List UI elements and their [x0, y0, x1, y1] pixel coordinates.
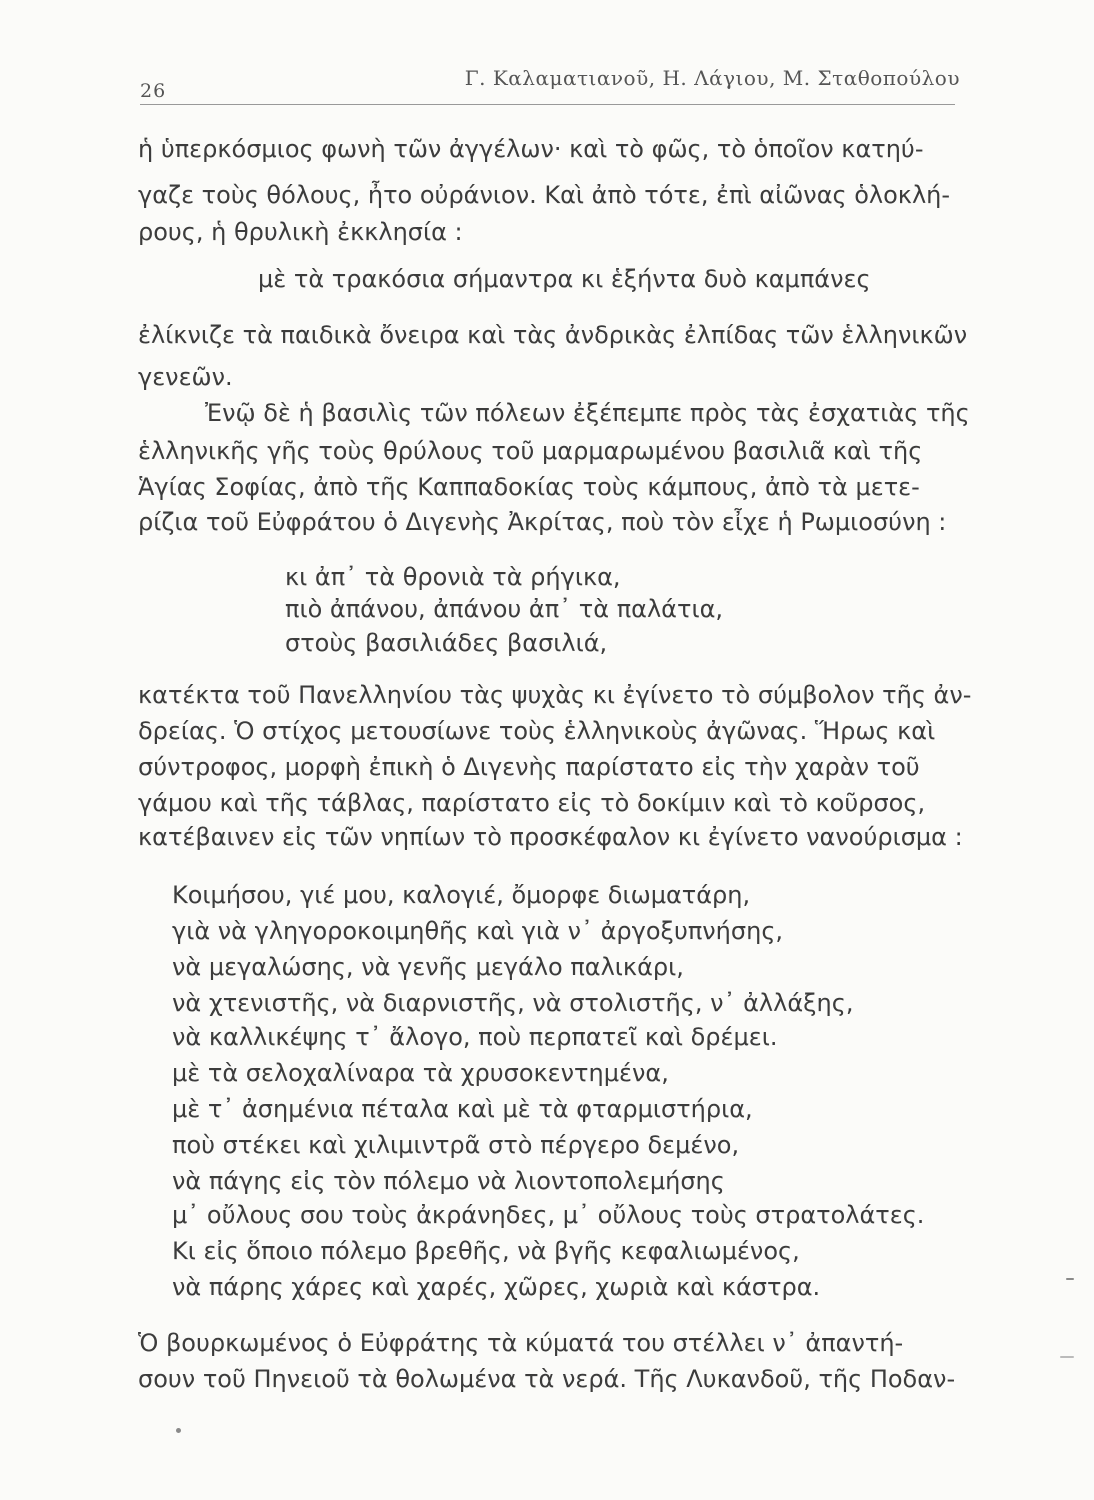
verse-line: μὲ τ᾽ ἀσημένια πέταλα καὶ μὲ τὰ φταρμιστήρια,	[172, 1095, 753, 1123]
text-line: Ὁ βουρκωμένος ὁ Εὐφράτης τὰ κύματά του στέλλει ν᾽ ἀπαντή-	[138, 1329, 904, 1357]
text-line: ρίζια τοῦ Εὐφράτου ὁ Διγενὴς Ἀκρίτας, ποὺ τὸν εἶχε ἡ Ρωμιοσύνη :	[138, 508, 947, 536]
verse-line: νὰ καλλικέψης τ᾽ ἄλογο, ποὺ περπατεῖ καὶ δρέμει.	[172, 1023, 778, 1051]
page-number: 26	[140, 80, 167, 102]
verse-line: Κι εἰς ὅποιο πόλεμο βρεθῆς, νὰ βγῆς κεφαλιωμένος,	[172, 1237, 800, 1265]
verse-line: κι ἀπ᾽ τὰ θρονιὰ τὰ ρήγικα,	[285, 563, 621, 591]
text-line: γάμου καὶ τῆς τάβλας, παρίστατο εἰς τὸ δοκίμιν καὶ τὸ κοῦρσος,	[138, 789, 926, 817]
text-line: σουν τοῦ Πηνειοῦ τὰ θολωμένα τὰ νερά. Τῆς Λυκανδοῦ, τῆς Ποδαν-	[138, 1365, 956, 1393]
text-line: σύντροφος, μορφὴ ἐπικὴ ὁ Διγενὴς παρίστατο εἰς τὴν χαρὰν τοῦ	[138, 753, 920, 781]
text-line: κατέβαινεν εἰς τῶν νηπίων τὸ προσκέφαλον κι ἐγίνετο νανούρισμα :	[138, 823, 963, 851]
verse-line: νὰ μεγαλώσης, νὰ γενῆς μεγάλο παλικάρι,	[172, 953, 684, 981]
verse-line: γιὰ νὰ γληγοροκοιμηθῆς καὶ γιὰ ν᾽ ἀργοξυπνήσης,	[172, 917, 784, 945]
verse-line: μὲ τὰ τρακόσια σήμαντρα κι ἑξήντα δυὸ καμπάνες	[258, 265, 871, 293]
verse-line: νὰ πάγης εἰς τὸν πόλεμο νὰ λιοντοπολεμήσης	[172, 1167, 725, 1195]
text-line: ἐλίκνιζε τὰ παιδικὰ ὄνειρα καὶ τὰς ἀνδρικὰς ἐλπίδας τῶν ἑλληνικῶν	[138, 321, 968, 349]
text-line: γενεῶν.	[138, 363, 233, 391]
text-line: Ἐνῷ δὲ ἡ βασιλὶς τῶν πόλεων ἐξέπεμπε πρὸς τὰς ἐσχατιὰς τῆς	[205, 399, 970, 427]
header-rule	[140, 104, 955, 105]
page-header	[140, 66, 960, 106]
verse-line: Κοιμήσου, γιέ μου, καλογιέ, ὄμορφε διωματάρη,	[172, 881, 751, 909]
text-line: ἑλληνικῆς γῆς τοὺς θρύλους τοῦ μαρμαρωμένου βασιλιᾶ καὶ τῆς	[138, 437, 923, 465]
text-line: ρους, ἡ θρυλικὴ ἐκκλησία :	[138, 218, 463, 246]
text-line: γαζε τοὺς θόλους, ἦτο οὐράνιον. Καὶ ἀπὸ τότε, ἐπὶ αἰῶνας ὁλοκλή-	[138, 181, 951, 209]
text-line: κατέκτα τοῦ Πανελληνίου τὰς ψυχὰς κι ἐγίνετο τὸ σύμβολον τῆς ἀν-	[138, 681, 972, 709]
verse-line: μὲ τὰ σελοχαλίναρα τὰ χρυσοκεντημένα,	[172, 1059, 669, 1087]
verse-line: στοὺς βασιλιάδες βασιλιά,	[285, 629, 608, 657]
verse-line: νὰ χτενιστῆς, νὰ διαρνιστῆς, νὰ στολιστῆς, ν᾽ ἀλλάξης,	[172, 989, 854, 1017]
text-line: Ἁγίας Σοφίας, ἀπὸ τῆς Καππαδοκίας τοὺς κάμπους, ἀπὸ τὰ μετε-	[138, 473, 920, 501]
verse-line: νὰ πάρης χάρες καὶ χαρές, χῶρες, χωριὰ καὶ κάστρα.	[172, 1273, 821, 1301]
ink-speck	[1060, 1356, 1074, 1358]
text-line: δρείας. Ὁ στίχος μετουσίωνε τοὺς ἑλληνικοὺς ἀγῶνας. Ἥρως καὶ	[138, 717, 936, 745]
verse-line: ποὺ στέκει καὶ χιλιμιντρᾶ στὸ πέργερο δεμένο,	[172, 1131, 740, 1159]
running-head: Γ. Καλαματιανοῦ, Η. Λάγιου, Μ. Σταθοπούλου	[464, 66, 960, 90]
verse-line: μ᾽ οὔλους σου τοὺς ἀκράνηδες, μ᾽ οὔλους τοὺς στρατολάτες.	[172, 1201, 925, 1229]
ink-speck	[1066, 1278, 1074, 1280]
text-line: ἡ ὑπερκόσμιος φωνὴ τῶν ἀγγέλων· καὶ τὸ φῶς, τὸ ὁποῖον κατηύ-	[138, 135, 924, 163]
ink-speck	[176, 1428, 181, 1433]
verse-line: πιὸ ἀπάνου, ἀπάνου ἀπ᾽ τὰ παλάτια,	[285, 595, 724, 623]
